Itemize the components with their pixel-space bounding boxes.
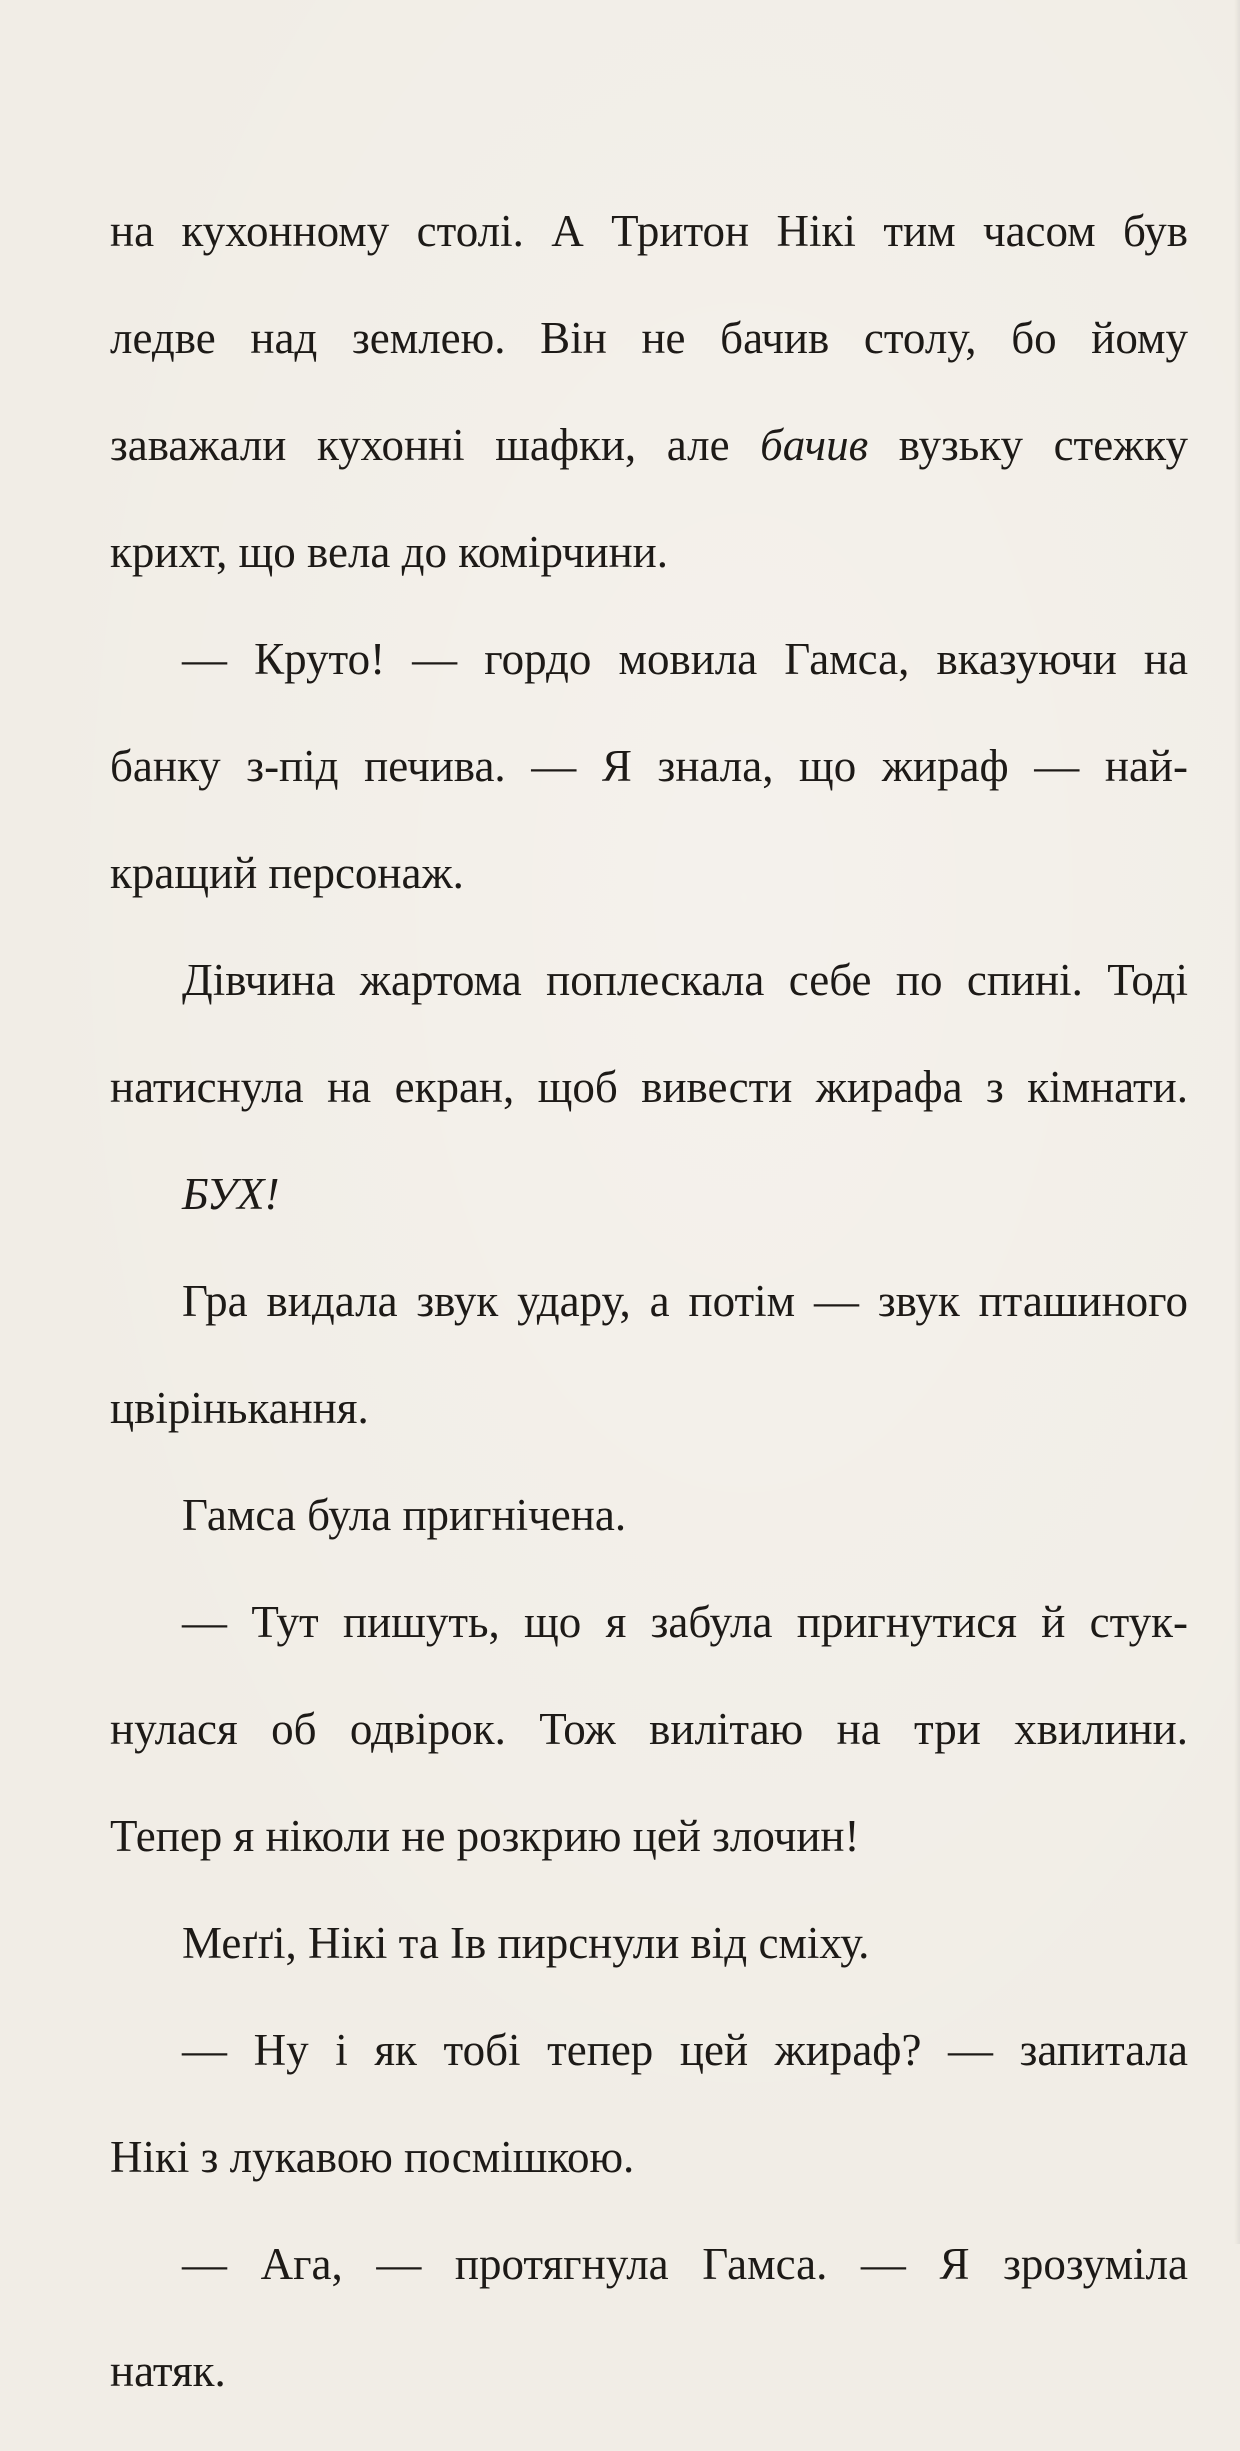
italic-emphasis: бачив — [760, 420, 869, 470]
line-text: натяк. — [110, 2346, 226, 2396]
line-text: цвірінькання. — [110, 1383, 369, 1433]
line-text: на кухонному столі. А Тритон Нікі тим часом був — [110, 206, 1188, 256]
line-text: натиснула на екран, щоб вивести жирафа з кімнати. — [110, 1062, 1188, 1112]
line-text: кращий персонаж. — [110, 848, 464, 898]
line-text: вузьку стежку — [868, 420, 1189, 470]
line-text: ледве над землею. Він не бачив столу, бо йому — [110, 313, 1188, 363]
text-line — [110, 1702, 1188, 1809]
line-text: Дівчина жартома поплескала себе по спині. Тоді — [182, 955, 1188, 1005]
text-line — [110, 2344, 1188, 2451]
text-line — [110, 2237, 1188, 2344]
text-line — [110, 418, 1188, 525]
line-text: банку з-під печива. — Я знала, що жираф — най- — [110, 741, 1188, 791]
text-line — [110, 953, 1188, 1060]
italic-exclamation: БУХ! — [182, 1169, 280, 1219]
text-line — [110, 2023, 1188, 2130]
text-line — [110, 846, 1188, 953]
text-line — [110, 311, 1188, 418]
line-text: Тепер я ніколи не розкрию цей злочин! — [110, 1811, 860, 1861]
text-line — [110, 1916, 1188, 2023]
text-line — [110, 525, 1188, 632]
text-line — [110, 204, 1188, 311]
text-line — [110, 739, 1188, 846]
line-text: крихт, що вела до комірчини. — [110, 527, 668, 577]
line-text: — Ну і як тобі тепер цей жираф? — запитала — [182, 2025, 1188, 2075]
line-text: Нікі з лукавою посмішкою. — [110, 2132, 635, 2182]
line-text: Гамса була пригнічена. — [182, 1490, 627, 1540]
text-line — [110, 632, 1188, 739]
line-text: Меґґі, Нікі та Ів пирснули від сміху. — [182, 1918, 870, 1968]
text-line — [110, 1060, 1188, 1167]
text-line — [110, 1595, 1188, 1702]
line-text: заважали кухонні шафки, але — [110, 420, 761, 470]
text-line — [110, 1381, 1188, 1488]
text-line — [110, 1809, 1188, 1916]
body-text — [110, 204, 1188, 2451]
text-line — [110, 1167, 1188, 1274]
text-line — [110, 2130, 1188, 2237]
line-text: — Тут пишуть, що я забула пригнутися й стук- — [182, 1597, 1188, 1647]
text-line — [110, 1274, 1188, 1381]
line-text: нулася об одвірок. Тож вилітаю на три хвилини. — [110, 1704, 1188, 1754]
page-edge-shadow — [1234, 0, 1240, 2244]
line-text: Гра видала звук удару, а потім — звук пташиного — [182, 1276, 1188, 1326]
text-line — [110, 1488, 1188, 1595]
line-text: — Ага, — протягнула Гамса. — Я зрозуміла — [182, 2239, 1188, 2289]
line-text: — Круто! — гордо мовила Гамса, вказуючи на — [182, 634, 1188, 684]
